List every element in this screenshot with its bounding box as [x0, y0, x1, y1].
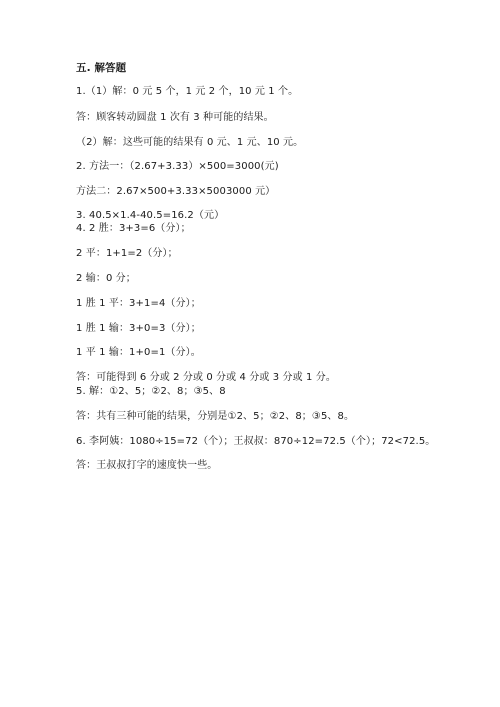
answer-line-4: 2. 方法一：（2.67+3.33）×500=3000(元)	[76, 161, 279, 172]
answer-line-7: 4. 2 胜：3+3=6（分）；	[76, 223, 191, 234]
answer-line-13: 答：可能得到 6 分或 2 分或 0 分或 4 分或 3 分或 1 分。	[76, 372, 336, 383]
answer-line-11: 1 胜 1 输：3+0=3（分）；	[76, 323, 201, 334]
section-heading: 五. 解答题	[76, 62, 127, 74]
answer-line-5: 方法二：2.67×500+3.33×5003000 元）	[76, 186, 276, 197]
answer-line-12: 1 平 1 输：1+0=1（分）。	[76, 347, 201, 358]
answer-line-10: 1 胜 1 平：3+1=4（分）；	[76, 298, 201, 309]
answer-line-8: 2 平：1+1=2（分）；	[76, 248, 178, 259]
answer-line-3: （2）解：这些可能的结果有 0 元、1 元、10 元。	[76, 137, 304, 148]
answer-line-1: 1.（1）解：0 元 5 个，1 元 2 个，10 元 1 个。	[76, 86, 299, 97]
answer-line-14: 5. 解：①2、5；②2、8；③5、8	[76, 386, 226, 397]
answer-line-16: 6. 李阿姨：1080÷15=72（个）；王叔叔：870÷12=72.5（个）；72<72.5。	[76, 436, 436, 447]
answer-line-6: 3. 40.5×1.4-40.5=16.2（元）	[76, 210, 225, 221]
answer-line-9: 2 输：0 分；	[76, 273, 136, 284]
answer-line-15: 答：共有三种可能的结果，分别是①2、5；②2、8；③5、8。	[76, 411, 355, 422]
answer-line-17: 答：王叔叔打字的速度快一些。	[76, 460, 218, 471]
answer-line-2: 答：顾客转动圆盘 1 次有 3 种可能的结果。	[76, 112, 274, 123]
